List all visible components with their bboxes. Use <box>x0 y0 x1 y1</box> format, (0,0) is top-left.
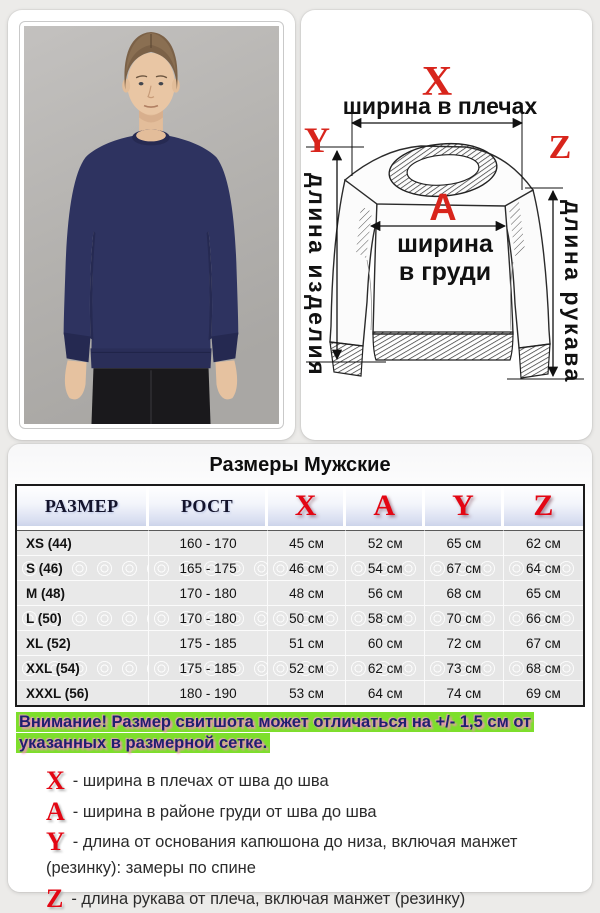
table-row <box>17 530 583 555</box>
legend-letter-a: A <box>46 796 65 826</box>
cell-a: 54 см <box>346 555 425 580</box>
legend-text-a: - ширина в районе груди от шва до шва <box>72 802 377 821</box>
table-row <box>17 680 583 705</box>
cell-a: 52 см <box>346 530 425 555</box>
header-z: Z <box>504 486 583 530</box>
legend-letter-y: Y <box>46 827 65 857</box>
collar-opening <box>136 129 166 141</box>
cell-height: 160 - 170 <box>149 530 267 555</box>
cell-size: S (46) <box>17 555 149 580</box>
cell-a: 56 см <box>346 580 425 605</box>
diagram-a-label-line1: ширина <box>397 230 493 258</box>
legend-text-y: - длина от основания капюшона до низа, включая манжет (резинку): замеры по спине <box>46 833 518 878</box>
cell-a: 58 см <box>346 605 425 630</box>
cell-y: 65 см <box>425 530 504 555</box>
diagram-y-label: длина изделия <box>304 173 330 378</box>
diagram-x-label: ширина в плечах <box>342 93 538 119</box>
cell-y: 72 см <box>425 630 504 655</box>
legend-item-y <box>46 829 562 882</box>
cell-height: 170 - 180 <box>149 580 267 605</box>
legend-item-a <box>46 796 562 826</box>
diagram-x-letter: X <box>421 59 453 105</box>
hem-band <box>90 348 211 368</box>
cell-a: 62 см <box>346 655 425 680</box>
size-table-title: Размеры Мужские <box>209 454 391 476</box>
measurement-diagram <box>301 10 592 440</box>
table-row <box>17 580 583 605</box>
cuff-left <box>64 332 91 362</box>
cell-z: 66 см <box>504 605 583 630</box>
measurement-diagram-card <box>301 10 592 440</box>
cell-x: 46 см <box>268 555 347 580</box>
cell-z: 67 см <box>504 630 583 655</box>
cell-size: XL (52) <box>17 630 149 655</box>
cell-size: L (50) <box>17 605 149 630</box>
legend-item-z <box>46 886 562 913</box>
cell-y: 73 см <box>425 655 504 680</box>
legend-text-x: - ширина в плечах от шва до шва <box>72 771 329 790</box>
cell-z: 69 см <box>504 680 583 705</box>
size-warning <box>16 712 584 755</box>
cell-z: 64 см <box>504 555 583 580</box>
cell-z: 68 см <box>504 655 583 680</box>
cell-z: 62 см <box>504 530 583 555</box>
cell-size: M (48) <box>17 580 149 605</box>
cuff-right <box>212 332 239 362</box>
diagram-z-label: длина рукава <box>560 200 586 384</box>
model-ear-right <box>172 79 180 93</box>
cell-height: 170 - 180 <box>149 605 267 630</box>
legend-item-x <box>46 765 562 795</box>
cell-size: XXL (54) <box>17 655 149 680</box>
product-photo-card <box>8 10 295 440</box>
model-eye-left <box>139 82 144 85</box>
cell-y: 70 см <box>425 605 504 630</box>
cell-a: 64 см <box>346 680 425 705</box>
cell-a: 60 см <box>346 630 425 655</box>
cell-y: 68 см <box>425 580 504 605</box>
header-height: РОСТ <box>149 486 267 530</box>
cell-z: 65 см <box>504 580 583 605</box>
cell-x: 51 см <box>268 630 347 655</box>
header-y: Y <box>425 486 504 530</box>
cell-x: 52 см <box>268 655 347 680</box>
model-ear-left <box>122 79 130 93</box>
size-table <box>15 484 585 707</box>
model-face <box>127 53 175 115</box>
size-info-card <box>8 444 592 913</box>
legend-letter-z: Z <box>46 884 64 913</box>
cell-size: XS (44) <box>17 530 149 555</box>
header-x: X <box>268 486 347 530</box>
legend-text-z: - длина рукава от плеча, включая манжет (резинку) <box>71 890 466 909</box>
size-warning-text: Внимание! Размер свитшота может отличаться на +/- 1,5 см от указанных в размерной сетке. <box>16 712 534 753</box>
sketch-cuff-left <box>330 342 363 376</box>
cell-x: 48 см <box>268 580 347 605</box>
measurement-legend <box>46 765 562 913</box>
legend-letter-x: X <box>46 765 65 795</box>
cell-x: 53 см <box>268 680 347 705</box>
cell-y: 67 см <box>425 555 504 580</box>
diagram-y-letter: Y <box>304 120 330 160</box>
cell-height: 165 - 175 <box>149 555 267 580</box>
table-row <box>17 630 583 655</box>
cell-size: XXXL (56) <box>17 680 149 705</box>
header-a: A <box>346 486 425 530</box>
sketch-cuff-right <box>519 344 550 378</box>
table-row <box>17 605 583 630</box>
diagram-z-letter: Z <box>548 129 572 166</box>
diagram-a-label-line2: в груди <box>398 258 492 286</box>
cell-height: 180 - 190 <box>149 680 267 705</box>
sweatshirt <box>64 135 239 350</box>
cell-height: 175 - 185 <box>149 630 267 655</box>
cell-x: 45 см <box>268 530 347 555</box>
diagram-a-letter: А <box>429 187 457 229</box>
table-row <box>17 655 583 680</box>
cell-x: 50 см <box>268 605 347 630</box>
cell-y: 74 см <box>425 680 504 705</box>
header-size: РАЗМЕР <box>17 486 149 530</box>
sketch-hem-band <box>373 332 513 360</box>
cell-height: 175 - 185 <box>149 655 267 680</box>
photo-frame <box>19 21 284 429</box>
table-row <box>17 555 583 580</box>
model-eye-right <box>159 82 164 85</box>
size-table-header-row <box>17 486 583 530</box>
product-photo <box>24 26 279 424</box>
